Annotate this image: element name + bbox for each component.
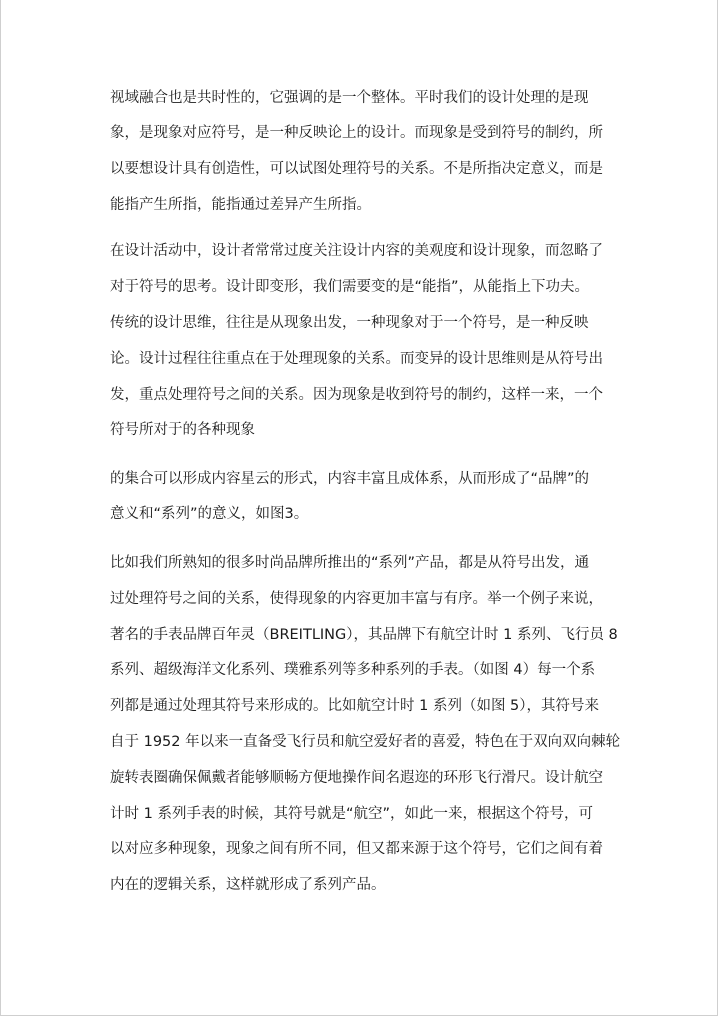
text-line: 传统的设计思维，往往是从现象出发，一种现象对于一个符号，是一种反映 (110, 315, 589, 331)
text-line: 计时 1 系列手表的时候，其符号就是“航空”，如此一来，根据这个符号，可 (110, 806, 593, 822)
text-line: 以对应多种现象，现象之间有所不同，但又都来源于这个符号，它们之间有着 (110, 841, 603, 857)
text-line: 能指产生所指，能指通过差异产生所指。 (110, 197, 371, 213)
text-line: 发，重点处理符号之间的关系。因为现象是收到符号的制约，这样一来，一个 (110, 387, 603, 403)
text-line: 自于 1952 年以来一直备受飞行员和航空爱好者的喜爱，特色在于双向双向棘轮 (110, 734, 621, 750)
text-line: 符号所对于的各种现象 (110, 422, 255, 438)
text-line: 视域融合也是共时性的，它强调的是一个整体。平时我们的设计处理的是现 (110, 90, 589, 106)
text-line: 过处理符号之间的关系，使得现象的内容更加丰富与有序。举一个例子来说， (110, 591, 603, 607)
text-line: 意义和“系列”的意义，如图3。 (110, 506, 309, 522)
text-line: 系列、超级海洋文化系列、璞雅系列等多种系列的手表。（如图 4）每一个系 (110, 662, 596, 678)
text-line: 旋转表圈确保佩戴者能够顺畅方便地操作间名遐迩的环形飞行滑尺。设计航空 (110, 770, 603, 786)
text-line: 列都是通过处理其符号来形成的。比如航空计时 1 系列（如图 5），其符号来 (110, 698, 600, 714)
text-line: 以要想设计具有创造性，可以试图处理符号的关系。不是所指决定意义，而是 (110, 161, 603, 177)
text-line: 对于符号的思考。设计即变形，我们需要变的是“能指”，从能指上下功夫。 (110, 279, 590, 295)
text-line: 著名的手表品牌百年灵（BREITLING），其品牌下有航空计时 1 系列、飞行员 8 (110, 627, 618, 643)
text-line: 比如我们所熟知的很多时尚品牌所推出的“系列”产品，都是从符号出发，通 (110, 555, 590, 571)
text-line: 的集合可以形成内容星云的形式，内容丰富且成体系，从而形成了“品牌”的 (110, 471, 590, 487)
text-line: 内在的逻辑关系，这样就形成了系列产品。 (110, 877, 386, 893)
text-line: 论。设计过程往往重点在于处理现象的关系。而变异的设计思维则是从符号出 (110, 351, 603, 367)
text-line: 象，是现象对应符号，是一种反映论上的设计。而现象是受到符号的制约，所 (110, 125, 603, 141)
text-line: 在设计活动中，设计者常常过度关注设计内容的美观度和设计现象，而忽略了 (110, 243, 603, 259)
